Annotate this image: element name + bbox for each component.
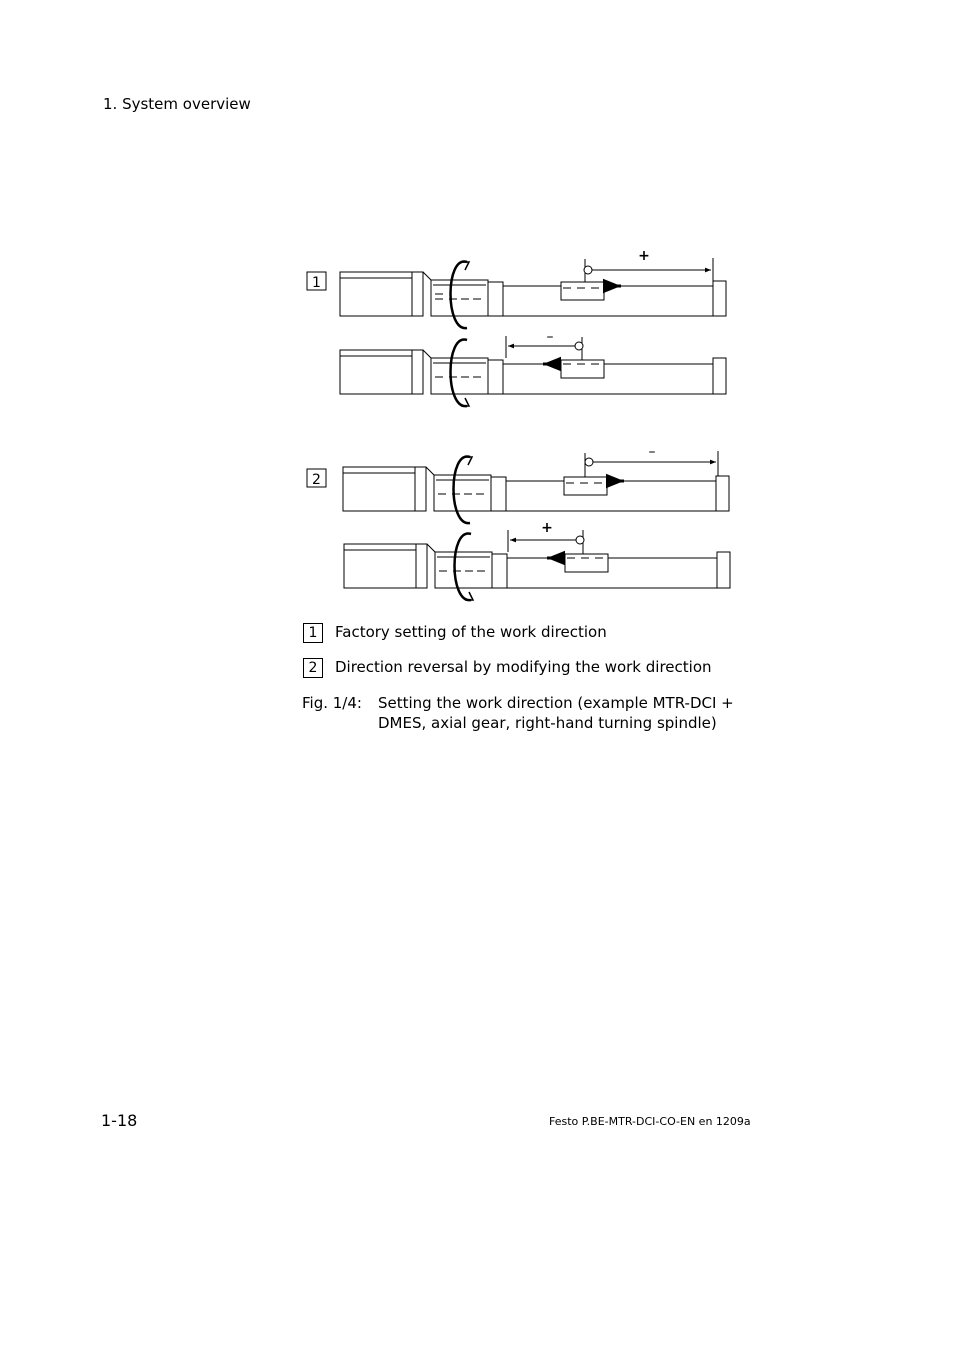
legend-text: Factory setting of the work direction <box>335 623 607 641</box>
rotation-arrow-icon <box>454 457 471 524</box>
actuator-row-2b <box>344 530 730 600</box>
document-id: Festo P.BE-MTR-DCI-CO-EN en 1209a <box>549 1115 751 1128</box>
group-marker-2 <box>307 469 326 488</box>
sign-row-2a: – <box>648 444 656 460</box>
rotation-arrow-icon <box>451 340 468 407</box>
sign-row-1b: – <box>546 329 554 345</box>
rotation-arrow-icon <box>455 534 472 601</box>
actuator-row-1a <box>340 258 726 328</box>
page-number: 1-18 <box>101 1111 138 1130</box>
figure-caption-label: Fig. 1/4: <box>302 694 362 712</box>
legend-number-box: 2 <box>303 658 323 678</box>
group-marker-2-label: 2 <box>312 472 321 488</box>
actuator-row-1b <box>340 336 726 406</box>
section-header: 1. System overview <box>103 95 251 113</box>
figure-caption-line-2: DMES, axial gear, right-hand turning spindle) <box>378 714 717 732</box>
actuator-row-2a <box>343 451 729 523</box>
group-marker-1-label: 1 <box>312 275 321 291</box>
sign-row-1a: + <box>638 248 650 264</box>
sign-row-2b: + <box>541 520 553 536</box>
work-direction-figure <box>295 240 745 612</box>
legend-number-box: 1 <box>303 623 323 643</box>
group-marker-1 <box>307 272 326 291</box>
rotation-arrow-icon <box>451 262 468 329</box>
legend-text: Direction reversal by modifying the work direction <box>335 658 712 676</box>
figure-caption-line-1: Setting the work direction (example MTR-DCI + <box>378 694 734 712</box>
